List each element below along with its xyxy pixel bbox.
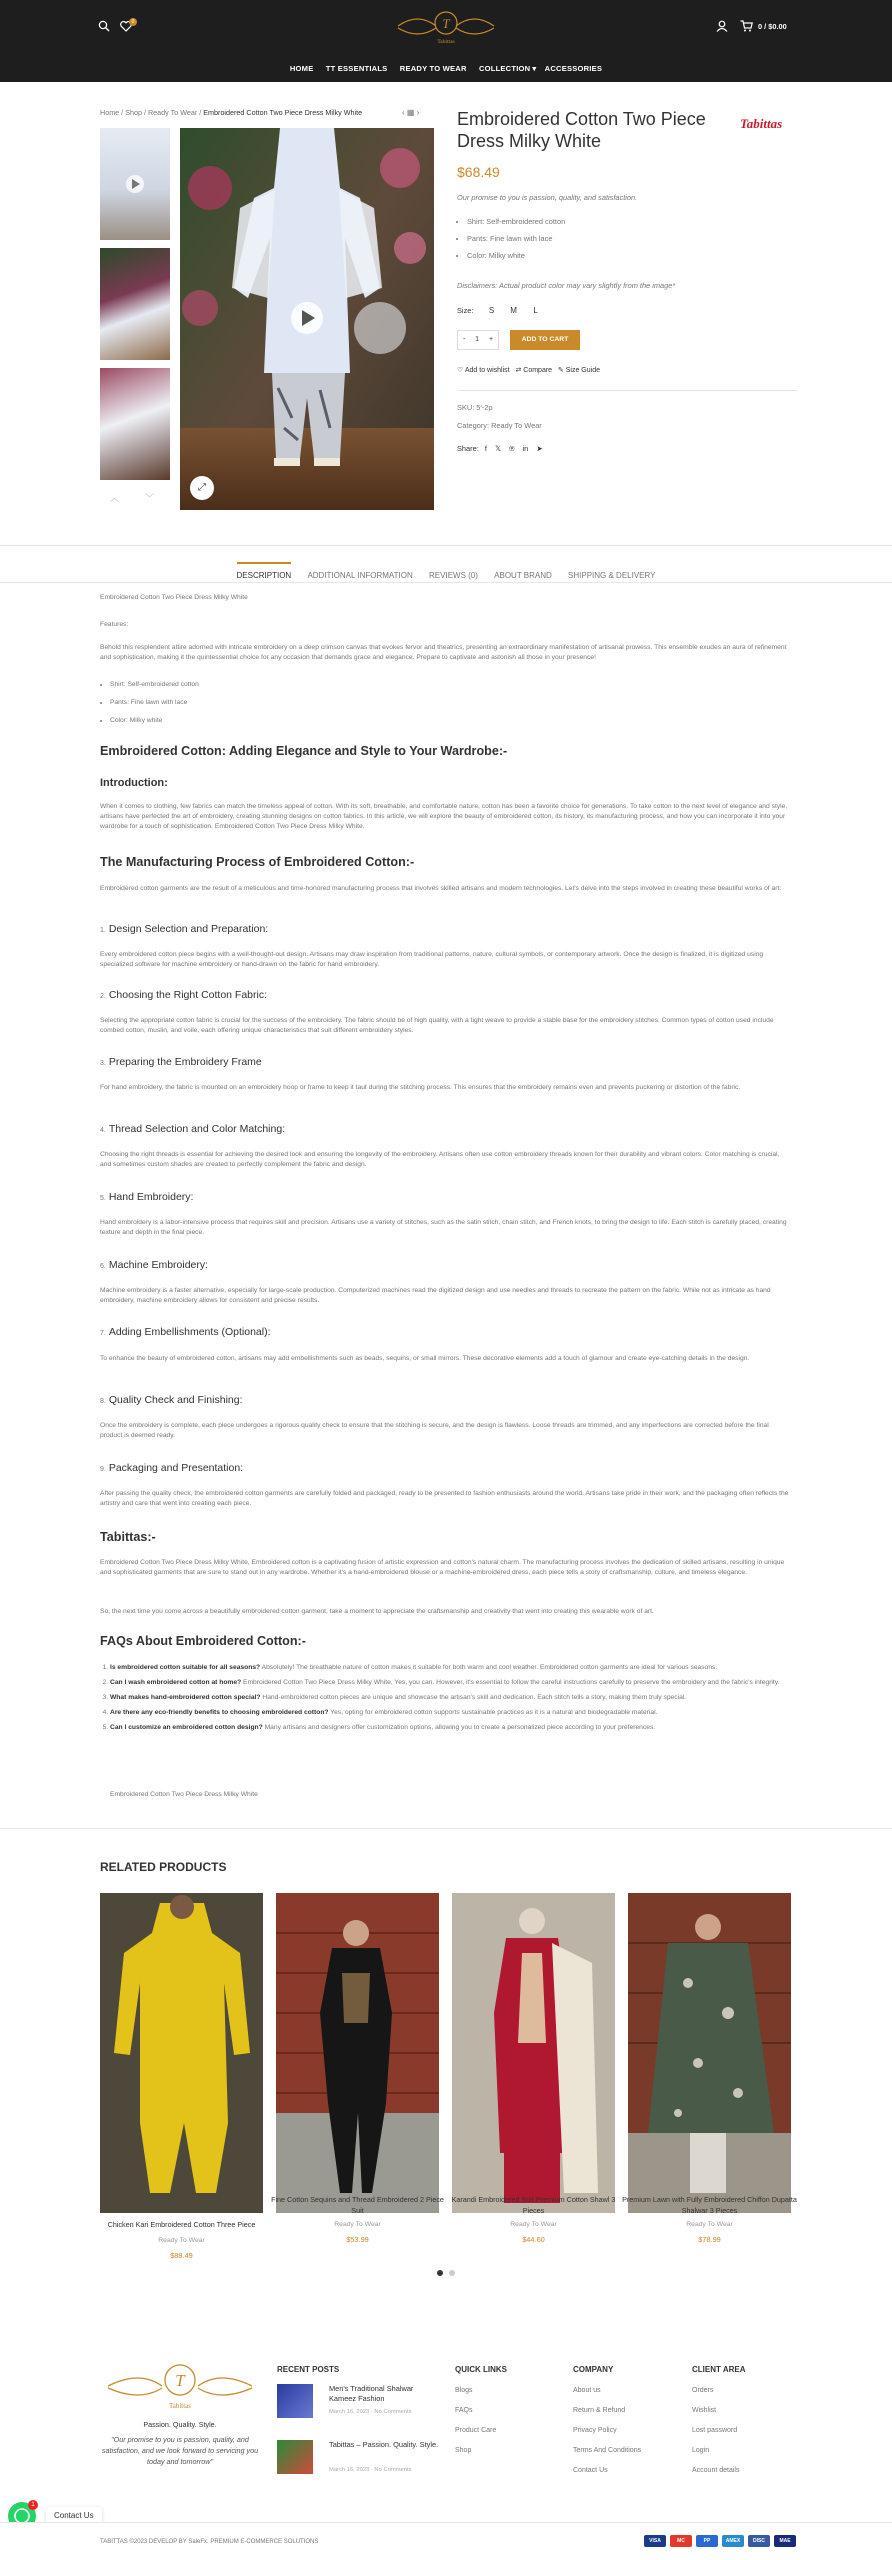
ruler-icon: ✎ <box>557 367 564 374</box>
nav-accessories[interactable]: ACCESSORIES <box>544 64 603 73</box>
telegram-icon[interactable]: ➤ <box>536 444 543 453</box>
pinterest-icon[interactable]: ℗ <box>509 444 515 453</box>
nav-collection[interactable]: COLLECTION <box>478 64 531 73</box>
step-1-text: Every embroidered cotton piece begins with a well-thought-out design. Artisans may draw inspiration from traditional patterns, nature, cultural symbols, or contemporary artwork. Once the design is finalized, it is digitized using specialized software for machine embroidery or hand-drawn on the fabric for hand embroidery. <box>100 951 764 968</box>
site-logo[interactable] <box>388 6 504 46</box>
desc-intro: Behold this resplendent attire adorned with intricate embroidery on a deep crimson canvas that evokes fervor and theatrics, presenting an extraordinary manifestation of artisanal prowess. This ensemble exudes an aura of refinement and sophistication, making it the quintessential choice for any occasion that demands grace and elegance. Prepare to captivate and astonish all those in your presence! <box>100 644 787 661</box>
related-product-3-image[interactable] <box>452 1893 615 2213</box>
step-8-heading: 8. Quality Check and Finishing: <box>100 1394 243 1406</box>
feature-item: • Pants: Fine lawn with lace <box>467 233 767 244</box>
linkedin-icon[interactable]: in <box>522 444 529 453</box>
qty-minus-button[interactable]: - <box>462 335 466 343</box>
footer-link-lost-password[interactable]: Lost password <box>692 2427 738 2434</box>
step-4-text: Choosing the right threads is essential for achieving the desired look and ensuring the longevity of the embroidery. Artisans often use cotton embroidery threads known for their durability and vibrant colors. Color matching is crucial, and sometimes custom shades are created to perfectly complement the fabric and design. <box>100 1151 780 1168</box>
mastercard-icon: MC <box>670 2535 692 2547</box>
breadcrumb-home[interactable]: Home <box>100 108 120 117</box>
search-icon[interactable] <box>98 20 110 32</box>
svg-text:Tabittas: Tabittas <box>168 2402 192 2410</box>
product-photo <box>276 1893 439 2213</box>
faq-list <box>100 1663 792 1738</box>
compare-link[interactable]: Compare <box>523 367 553 374</box>
thumbnail-up-arrow[interactable]: ︿ <box>110 493 120 503</box>
step-4-heading: 4. Thread Selection and Color Matching: <box>100 1123 286 1135</box>
related-product-2-name[interactable]: Fine Cotton Sequins and Thread Embroidered 2 Piece Suit <box>271 2195 444 2215</box>
heading-faq: FAQs About Embroidered Cotton:- <box>100 1634 306 1648</box>
grid-icon[interactable]: ▦ <box>406 108 415 117</box>
thumbnail-2[interactable] <box>100 248 170 360</box>
paypal-icon: PP <box>696 2535 718 2547</box>
account-icon[interactable] <box>716 20 728 32</box>
heart-icon: ♡ <box>457 367 464 374</box>
footer-link-privacy[interactable]: Privacy Policy <box>573 2427 617 2434</box>
thumbnail-3[interactable] <box>100 368 170 480</box>
product-photo <box>180 128 434 510</box>
cart-total[interactable]: 0 / $0.00 <box>758 22 787 31</box>
carousel-dot[interactable] <box>449 2270 455 2276</box>
post-1-meta: March 16, 2023 · No Comments <box>329 2409 412 2415</box>
nav-home[interactable]: HOME <box>289 64 314 73</box>
qty-plus-button[interactable]: + <box>488 335 494 343</box>
discover-icon: DISC <box>748 2535 770 2547</box>
related-product-1-image[interactable] <box>100 1893 263 2213</box>
footer-logo[interactable] <box>100 2356 260 2412</box>
paragraph-process: Embroidered cotton garments are the result of a meticulous and time-honored manufacturing process that involves skilled artisans and modern technologies. Let's delve into the steps involved in creating these beautiful works of art: <box>100 885 782 892</box>
main-nav <box>0 63 892 74</box>
divider <box>0 582 892 583</box>
paragraph-next-time: So, the next time you come across a beautifully embroidered cotton garment, take a moment to appreciate the craftsmanship and creativity that went into creating this wearable work of art. <box>100 1608 654 1615</box>
footer-link-contact[interactable]: Contact Us <box>573 2467 608 2474</box>
product-price: $68.49 <box>457 164 500 180</box>
related-product-2-category[interactable]: Ready To Wear <box>334 2221 381 2228</box>
step-9-text: After passing the quality check, the embroidered cotton garments are carefully folded and packaged, ready to be presented to fashion enthusiasts around the world. Artisans take pride in their work, and the packaging often reflects the artistry and care that went into creating each piece. <box>100 1490 789 1507</box>
footer-link-return[interactable]: Return & Refund <box>573 2407 626 2414</box>
related-product-4-price: $78.99 <box>698 2235 721 2244</box>
step-2-text: Selecting the appropriate cotton fabric is crucial for the success of the embroidery. The fabric should be of high quality, with a tight weave to provide a stable base for the embroidery stitches. Common types of cotton used include combed cotton, muslin, and voile, each offering unique characteristics that suit different embroidery styles. <box>100 1017 774 1034</box>
qty-input[interactable]: 1 <box>475 335 480 343</box>
features-label: Features: <box>100 621 129 628</box>
divider <box>457 390 797 391</box>
step-7-heading: 7. Adding Embellishments (Optional): <box>100 1326 271 1338</box>
twitter-icon[interactable]: 𝕏 <box>494 444 501 453</box>
product-photo <box>628 1893 791 2213</box>
add-to-cart-button[interactable]: ADD TO CART <box>510 330 580 350</box>
product-tabs <box>0 562 892 584</box>
product-actions <box>457 366 797 377</box>
size-guide-link[interactable]: Size Guide <box>565 367 600 374</box>
related-product-3-price: $44.60 <box>522 2235 545 2244</box>
company-title: COMPANY <box>573 2365 614 2374</box>
related-product-1-price: $88.49 <box>170 2251 193 2260</box>
step-6-heading: 6. Machine Embroidery: <box>100 1259 209 1271</box>
client-area-title: CLIENT AREA <box>692 2365 746 2374</box>
divider <box>0 1828 892 1829</box>
step-9-heading: 9. Packaging and Presentation: <box>100 1462 244 1474</box>
share-label: Share: <box>457 444 479 453</box>
contact-us-chip[interactable]: Contact Us <box>46 2507 102 2525</box>
step-3-heading: 3. Preparing the Embroidery Frame <box>100 1056 262 1068</box>
faq-item: 1. Is embroidered cotton suitable for all seasons? Absolutely! The breathable nature of cotton makes it suitable for both warm and cool weather. Embroidered cotton garments are ideal for various seasons. <box>110 1663 792 1673</box>
share-row <box>457 443 797 454</box>
step-8-text: Once the embroidery is complete, each piece undergoes a rigorous quality check to ensure that the stitching is secure, and the design is flawless. Loose threads are trimmed, and any imperfections are corrected before the final product is deemed ready. <box>100 1422 769 1439</box>
desc-feature-list <box>110 680 510 726</box>
desc-feature: • Color: Milky white <box>110 716 510 726</box>
wishlist-count-badge: 0 <box>129 18 137 26</box>
step-1-heading: 1. Design Selection and Preparation: <box>100 923 269 935</box>
cart-icon[interactable] <box>740 20 753 32</box>
maestro-icon: MAE <box>774 2535 796 2547</box>
tab-about-brand[interactable]: ABOUT BRAND <box>494 571 552 580</box>
post-1-title[interactable]: Men's Traditional Shalwar Kameez Fashion <box>329 2384 414 2403</box>
feature-list <box>467 216 767 267</box>
desc-line: Embroidered Cotton Two Piece Dress Milky White <box>100 594 248 601</box>
play-icon <box>100 128 170 240</box>
nav-ready-to-wear[interactable]: READY TO WEAR <box>399 64 467 73</box>
step-3-text: For hand embroidery, the fabric is mounted on an embroidery hoop or frame to keep it taut during the stitching process. This ensures that the embroidery remains even and prevents puckering or distortion of the fabric. <box>100 1084 741 1091</box>
product-title: Embroidered Cotton Two Piece Dress Milky White <box>457 109 706 151</box>
footer-link-shop[interactable]: Shop <box>455 2447 472 2454</box>
quick-links-title: QUICK LINKS <box>455 2365 507 2374</box>
tab-shipping-delivery[interactable]: SHIPPING & DELIVERY <box>568 571 656 580</box>
tab-description[interactable]: DESCRIPTION <box>237 562 292 584</box>
heading-process: The Manufacturing Process of Embroidered Cotton:- <box>100 855 415 869</box>
visa-icon: VISA <box>644 2535 666 2547</box>
payment-icons <box>644 2535 796 2547</box>
post-2-meta: March 16, 2023 · No Comments <box>329 2467 412 2473</box>
thumbnail-1[interactable] <box>100 128 170 240</box>
add-to-wishlist-link[interactable]: Add to wishlist <box>464 367 510 374</box>
breadcrumb-category[interactable]: Ready To Wear <box>147 108 198 117</box>
size-option-m[interactable]: M <box>510 306 517 315</box>
facebook-icon[interactable]: f <box>484 444 487 453</box>
related-product-4-image[interactable] <box>628 1893 791 2213</box>
size-label: Size: <box>457 306 474 315</box>
size-selector <box>457 305 797 317</box>
step-5-text: Hand embroidery is a labor-intensive process that requires skill and precision. Artisans use a variety of stitches, such as the satin stitch, chain stitch, and French knots, to bring the design to life. Each stitch is carefully placed, creating texture and depth in the final piece. <box>100 1219 787 1236</box>
amex-icon: AMEX <box>722 2535 744 2547</box>
carousel-dot-active[interactable] <box>437 2270 443 2276</box>
breadcrumb-current: Embroidered Cotton Two Piece Dress Milky White <box>203 108 363 117</box>
compare-icon: ⇄ <box>515 367 522 374</box>
breadcrumb: Home / Shop / Ready To Wear / Embroidered Cotton Two Piece Dress Milky White <box>100 108 363 117</box>
promise-text: Our promise to you is passion, quality, and satisfaction. <box>457 193 638 202</box>
faq-item: 4. Are there any eco-friendly benefits to choosing embroidered cotton? Yes, opting for embroidered cotton supports sustainable practices as it is a natural and biodegradable material. <box>110 1708 792 1718</box>
copyright: TABITTAS ©2023 DEVELOP BY SaleFx. PREMIUM E-COMMERCE SOLUTIONS <box>100 2539 319 2545</box>
size-option-s[interactable]: S <box>488 306 495 315</box>
size-option-l[interactable]: L <box>533 306 538 315</box>
footer-link-orders[interactable]: Orders <box>692 2387 714 2394</box>
footer-link-terms[interactable]: Terms And Conditions <box>573 2447 642 2454</box>
thumbnail-down-arrow[interactable]: ﹀ <box>145 493 155 503</box>
heading-main: Embroidered Cotton: Adding Elegance and Style to Your Wardrobe:- <box>100 744 508 758</box>
nav-tt-essentials[interactable]: TT ESSENTIALS <box>325 64 388 73</box>
footer-link-product-care[interactable]: Product Care <box>455 2427 497 2434</box>
related-product-4-category[interactable]: Ready To Wear <box>686 2221 733 2228</box>
main-product-image[interactable] <box>180 128 434 510</box>
divider <box>0 545 892 546</box>
related-product-4-name[interactable]: Premium Lawn with Fully Embroidered Chiffon Dupatta Shalwar 3 Pieces <box>622 2195 797 2215</box>
footer-link-account-details[interactable]: Account details <box>692 2467 740 2474</box>
post-2-title[interactable]: Tabittas – Passion. Quality. Style. <box>329 2440 439 2449</box>
footer-link-login[interactable]: Login <box>692 2447 710 2454</box>
heading-tabittas: Tabittas:- <box>100 1530 156 1544</box>
related-product-3-category[interactable]: Ready To Wear <box>510 2221 557 2228</box>
product-photo <box>100 1893 263 2213</box>
product-nav-arrows[interactable]: ‹ ▦ › <box>402 108 420 117</box>
sku: SKU: 5'-2p <box>457 403 493 412</box>
related-products-title: RELATED PRODUCTS <box>100 1860 227 1874</box>
footer-link-blogs[interactable]: Blogs <box>455 2387 473 2394</box>
related-product-3-name[interactable]: Karandi Embroidered Suit Premium Cotton Shawl 3 Pieces <box>451 2195 616 2215</box>
desc-feature: • Shirt: Self-embroidered cotton <box>110 680 510 690</box>
paragraph-introduction: When it comes to clothing, few fabrics can match the timeless appeal of cotton. With its soft, breathable, and comfortable nature, cotton has been a favorite choice for generations. To take cotton to the next level of elegance and style, artisans have perfected the art of embroidery, creating stunning designs on cotton fabrics. In this article, we will explore the beauty of embroidered cotton, its history, its manufacturing process, and how you can incorporate it into your wardrobe for a touch of sophistication. Embroidered Cotton Two Piece Dress Milky White. <box>100 803 788 830</box>
footer-link-wishlist[interactable]: Wishlist <box>692 2407 717 2414</box>
product-category[interactable]: Category: Ready To Wear <box>457 421 542 430</box>
step-2-heading: 2. Choosing the Right Cotton Fabric: <box>100 989 268 1001</box>
related-product-2-image[interactable] <box>276 1893 439 2213</box>
faq-item: 3. What makes hand-embroidered cotton special? Hand-embroidered cotton pieces are unique and showcase the artisan's skill and dedication. Each stitch tells a story, making them truly special. <box>110 1693 792 1703</box>
footer-tagline: Passion. Quality. Style. <box>143 2420 217 2429</box>
whatsapp-badge: 1 <box>28 2500 38 2510</box>
related-product-2-price: $53.99 <box>346 2235 369 2244</box>
feature-item: • Shirt: Self-embroidered cotton <box>467 216 767 227</box>
svg-text:Tabittas: Tabittas <box>437 39 455 45</box>
paragraph-tabittas: Embroidered Cotton Two Piece Dress Milky White, Embroidered cotton is a captivating fusion of artistic expression and cotton's natural charm. The manufacturing process involves the dedication of skilled artisans, resulting in unique and sophisticated garments that are sure to stand out in any wardrobe. Whether it's a hand-embroidered blouse or a machine-embroidered dress, each piece tells a story of craftsmanship, culture, and timeless elegance. <box>100 1559 785 1576</box>
disclaimer-text: Disclaimers: Actual product color may vary slightly from the image* <box>457 281 676 290</box>
desc-tail: Embroidered Cotton Two Piece Dress Milky White <box>110 1791 258 1798</box>
chevron-down-icon: ▾ <box>532 64 537 73</box>
footer-link-faqs[interactable]: FAQs <box>455 2407 473 2414</box>
quantity-stepper <box>457 330 499 350</box>
step-5-heading: 5. Hand Embroidery: <box>100 1191 194 1203</box>
post-2-thumbnail[interactable] <box>277 2440 313 2474</box>
svg-text:T: T <box>175 2371 185 2390</box>
step-6-text: Machine embroidery is a faster alternative, especially for large-scale production. Computerized machines read the digitized design and use needles and threads to recreate the pattern on the fabric. While not as intricate as hand embroidery, machine embroidery allows for consistent and precise results. <box>100 1287 771 1304</box>
faq-item: 2. Can I wash embroidered cotton at home? Embroidered Cotton Two Piece Dress Milky White, Yes, you can. However, it's essential to follow the careful instructions carefully to preserve the embroidery and the fabric's integrity. <box>110 1678 792 1688</box>
related-product-1-category[interactable]: Ready To Wear <box>158 2237 205 2244</box>
product-photo <box>452 1893 615 2213</box>
recent-posts-title: RECENT POSTS <box>277 2365 340 2374</box>
brand-logo[interactable]: Tabittas <box>740 116 783 131</box>
step-7-text: To enhance the beauty of embroidered cotton, artisans may add embellishments such as beads, sequins, or small mirrors. These decorative elements add a touch of glamour and create eye-catching details in the design. <box>100 1355 750 1362</box>
footer-link-about[interactable]: About us <box>573 2387 601 2394</box>
footer-quote: "Our promise to you is passion, quality, and satisfaction, and we look forward to servicing you today and tomorrow" <box>101 2435 259 2466</box>
breadcrumb-shop[interactable]: Shop <box>125 108 142 117</box>
post-1-thumbnail[interactable] <box>277 2384 313 2418</box>
related-product-1-name[interactable]: Chicken Kari Embroidered Cotton Three Piece <box>107 2220 256 2229</box>
faq-item: 5. Can I customize an embroidered cotton design? Many artisans and designers offer customization options, allowing you to create a personalized piece according to your preferences. <box>110 1723 792 1733</box>
fullscreen-expand-icon[interactable]: ⤢ <box>190 476 214 500</box>
desc-feature: • Pants: Fine lawn with lace <box>110 698 510 708</box>
heading-introduction: Introduction: <box>100 777 168 789</box>
feature-item: • Color: Milky white <box>467 250 767 261</box>
tab-reviews[interactable]: REVIEWS (0) <box>429 571 478 580</box>
tab-additional-information[interactable]: ADDITIONAL INFORMATION <box>307 571 413 580</box>
svg-text:T: T <box>442 16 450 31</box>
